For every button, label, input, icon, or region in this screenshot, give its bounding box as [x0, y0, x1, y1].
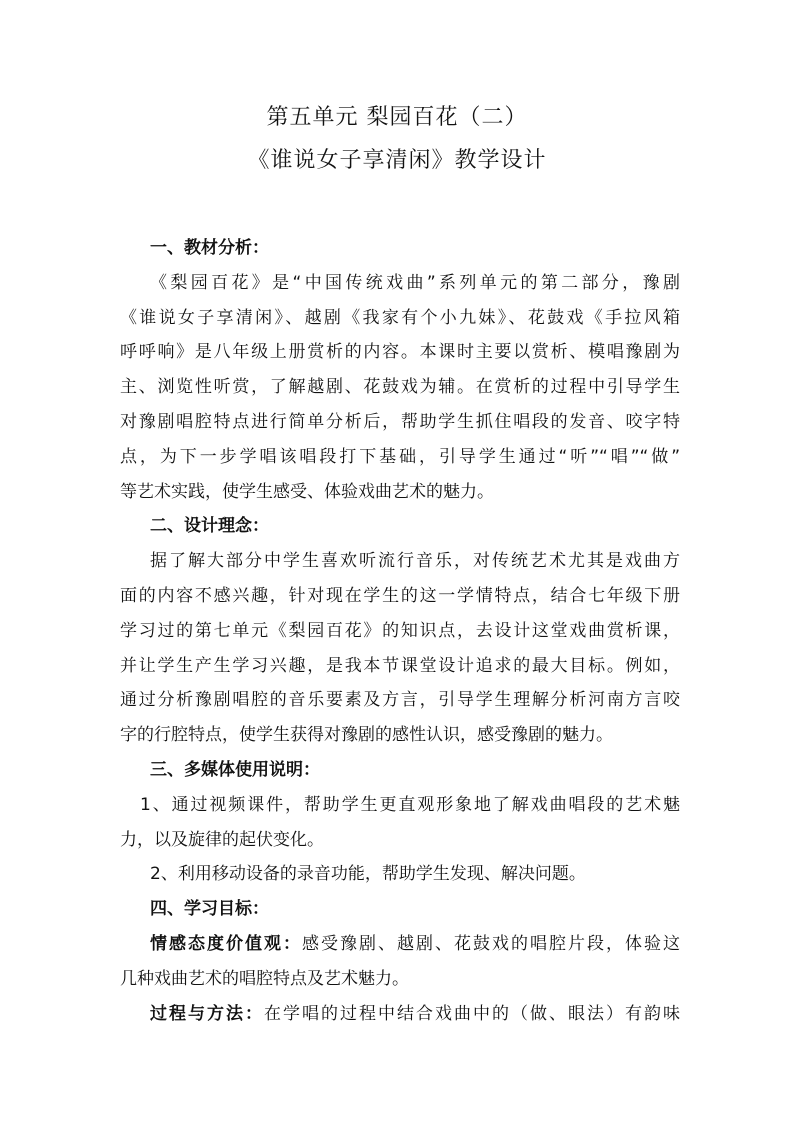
objective-label: 情感态度价值观： [150, 933, 302, 954]
objective-label: 过程与方法： [150, 1003, 264, 1024]
objective-line [120, 927, 680, 962]
paragraph-line: 《梨园百花》是“中国传统戏曲”系列单元的第二部分，豫剧 [150, 272, 680, 293]
document-title: 第五单元 梨园百花（二） [266, 105, 528, 130]
paragraph-line: 呼呼响》是八年级上册赏析的内容。本课时主要以赏析、模唱豫剧为 [120, 342, 680, 363]
paragraph-line: 面的内容不感兴趣，针对现在学生的这一学情特点，结合七年级下册 [120, 585, 680, 606]
paragraph-line: 《谁说女子享清闲》、越剧《我家有个小九妹》、花鼓戏《手拉风箱 [120, 307, 680, 328]
paragraph-line: 对豫剧唱腔特点进行简单分析后，帮助学生抓住唱段的发音、咬字特 [120, 411, 680, 432]
section-heading-design-concept: 二、设计理念： [150, 516, 269, 537]
section-heading-analysis: 一、教材分析： [150, 238, 269, 258]
objective-line: 几种戏曲艺术的唱腔特点及艺术魅力。 [120, 968, 409, 989]
list-item-line: 力，以及旋律的起伏变化。 [120, 829, 324, 850]
objective-line [120, 997, 680, 1032]
paragraph-line: 主、浏览性听赏，了解越剧、花鼓戏为辅。在赏析的过程中引导学生 [120, 377, 680, 398]
list-item-line: 2、利用移动设备的录音功能，帮助学生发现、解决问题。 [150, 864, 586, 885]
paragraph-line: 等艺术实践，使学生感受、体验戏曲艺术的魅力。 [120, 481, 494, 502]
paragraph-line: 据了解大部分中学生喜欢听流行音乐，对传统艺术尤其是戏曲方 [150, 551, 680, 572]
paragraph-line: 学习过的第七单元《梨园百花》的知识点，去设计这堂戏曲赏析课， [120, 620, 680, 641]
paragraph-line: 字的行腔特点，使学生获得对豫剧的感性认识，感受豫剧的魅力。 [120, 725, 613, 746]
paragraph-line: 通过分析豫剧唱腔的音乐要素及方言，引导学生理解分析河南方言咬 [120, 690, 680, 711]
document-body [120, 231, 680, 1031]
objective-text: 在学唱的过程中结合戏曲中的（做、眼法）有韵味 [264, 1003, 680, 1024]
objective-text: 感受豫剧、越剧、花鼓戏的唱腔片段，体验这 [302, 933, 680, 954]
paragraph-line: 并让学生产生学习兴趣，是我本节课堂设计追求的最大目标。例如， [120, 655, 680, 676]
section-heading-objectives: 四、学习目标： [150, 899, 269, 920]
document-subtitle: 《谁说女子享清闲》教学设计 [247, 148, 547, 173]
list-item-line: 1、通过视频课件，帮助学生更直观形象地了解戏曲唱段的艺术魅 [140, 794, 680, 815]
section-heading-multimedia: 三、多媒体使用说明： [150, 759, 320, 780]
paragraph-line: 点，为下一步学唱该唱段打下基础，引导学生通过“听”“唱”“做” [120, 446, 680, 467]
